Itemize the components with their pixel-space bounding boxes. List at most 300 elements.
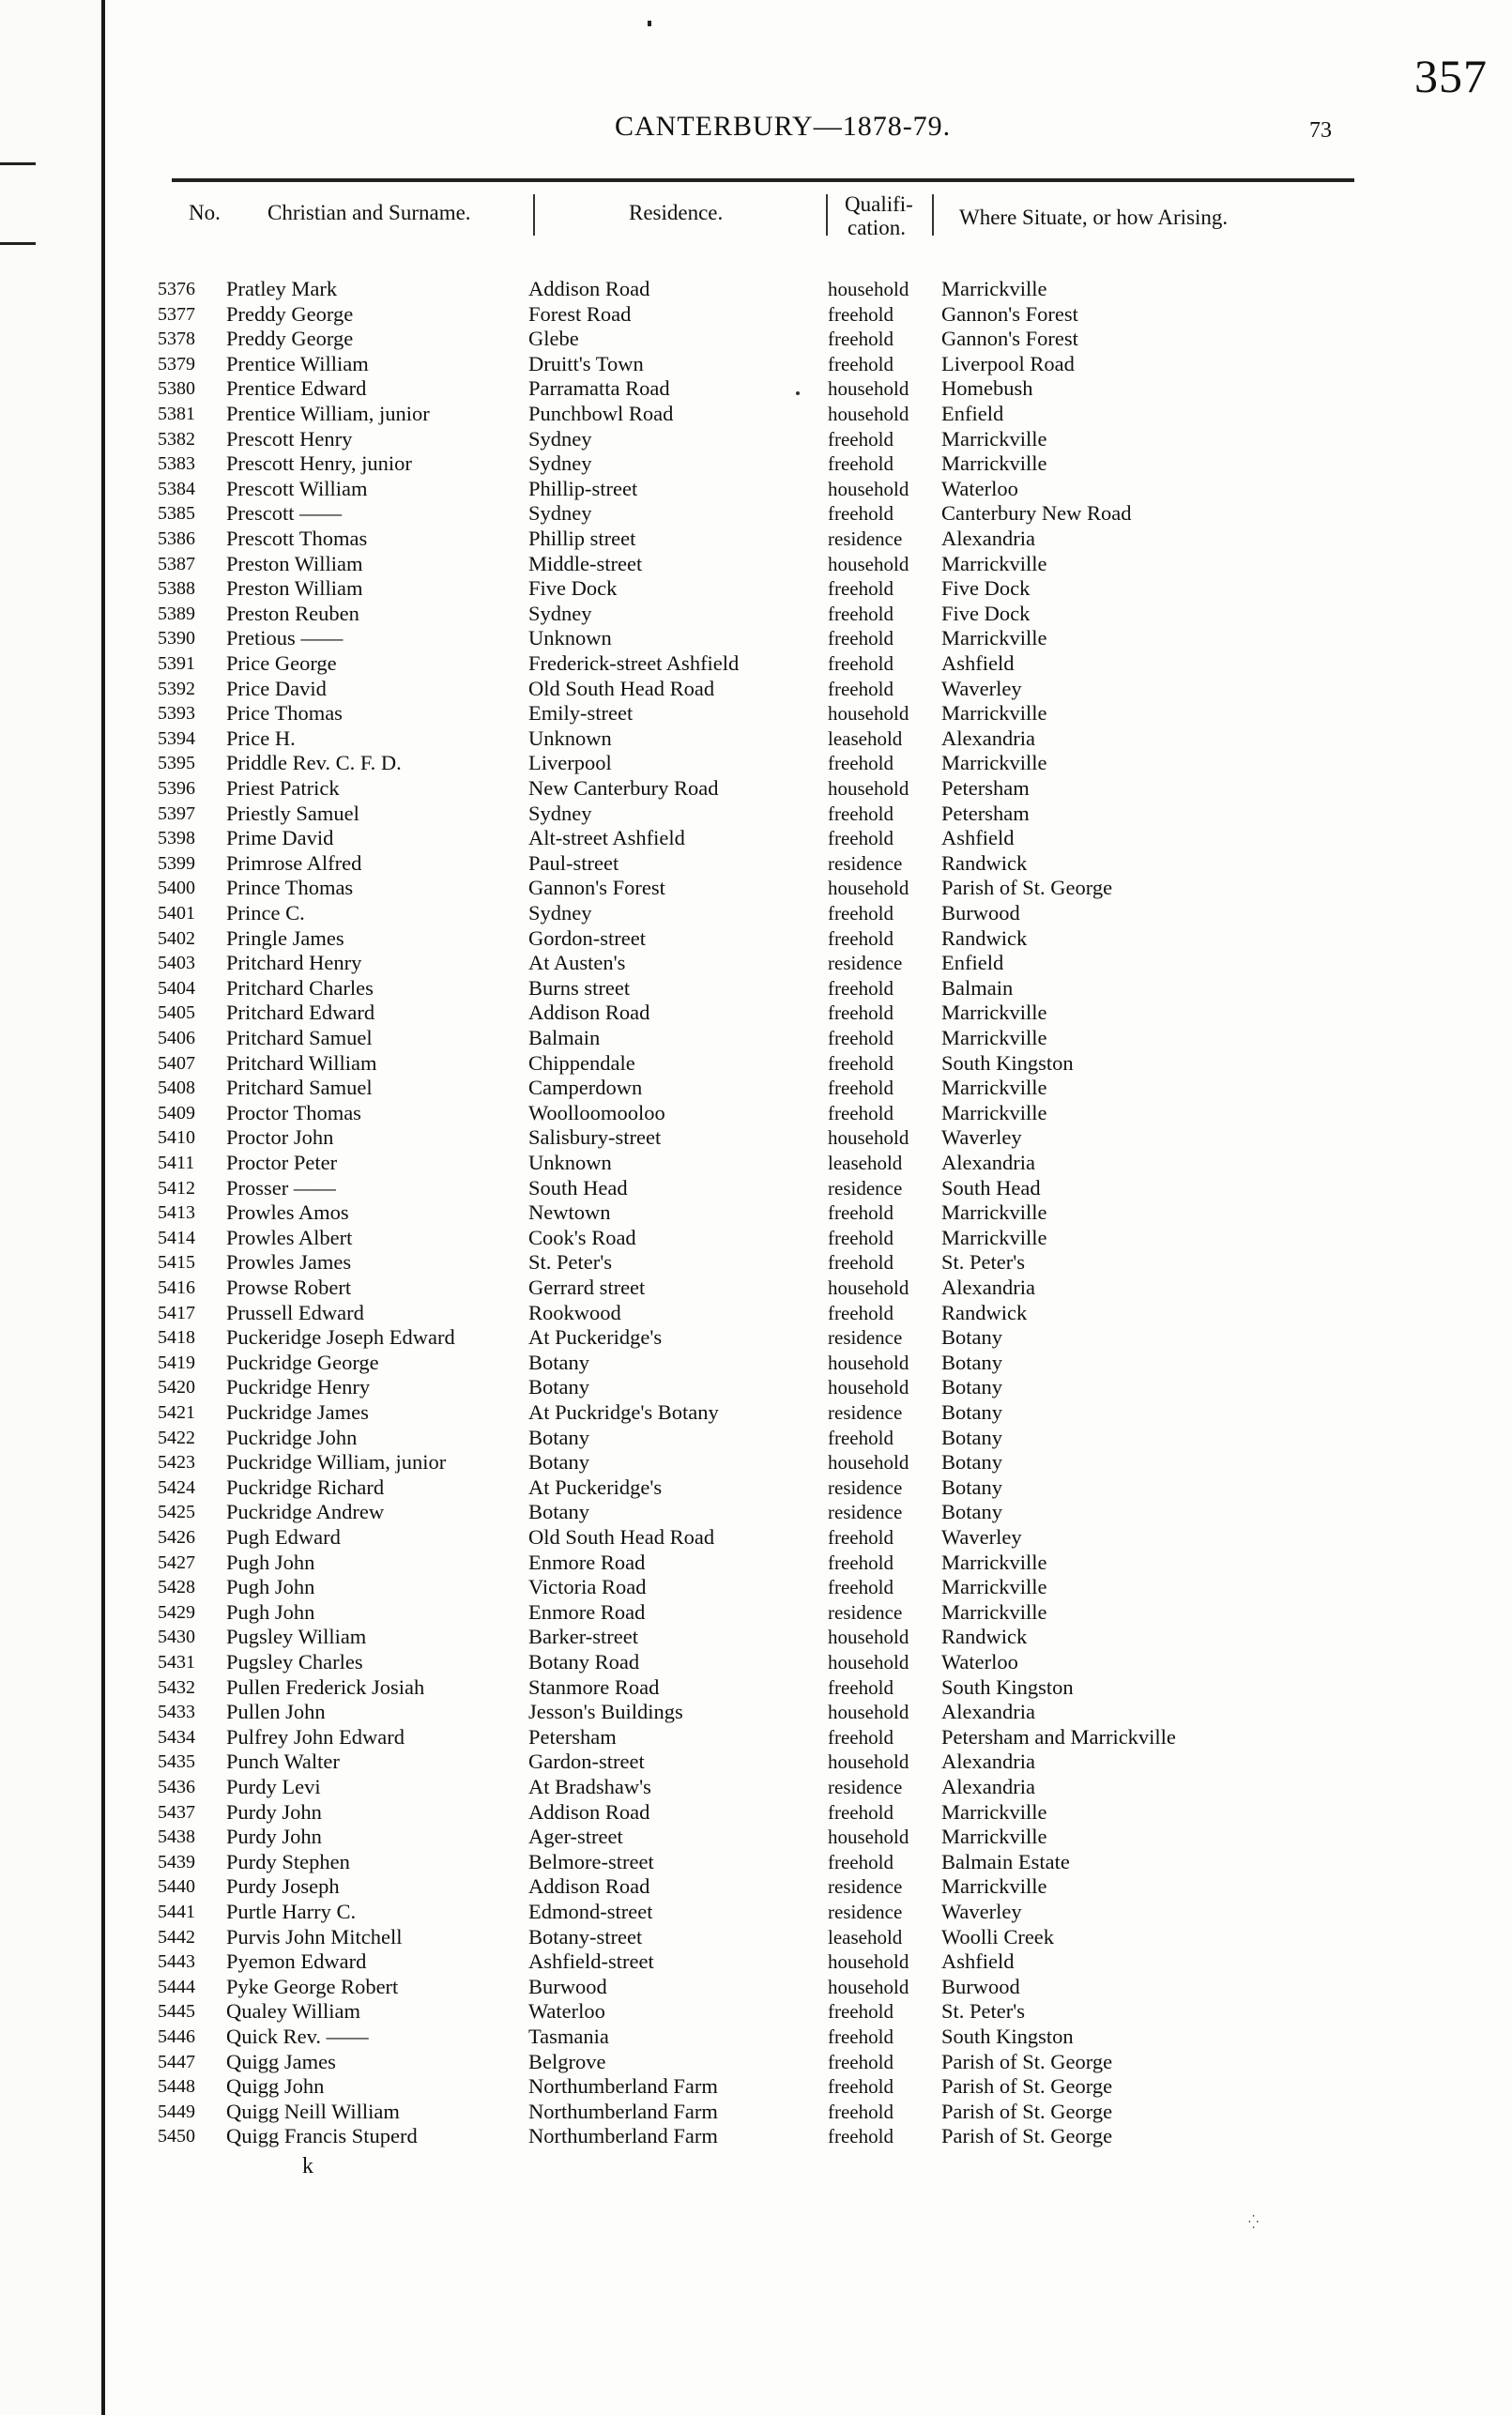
table-row	[0, 2025, 1512, 2049]
qualification: freehold	[828, 802, 893, 825]
table-row	[0, 576, 1512, 601]
entry-number: 5382	[158, 428, 195, 450]
residence: Sydney	[528, 501, 592, 526]
entry-number: 5447	[158, 2051, 195, 2072]
column-divider	[533, 194, 535, 236]
voter-name: Pugh Edward	[226, 1525, 341, 1549]
qualification: residence	[828, 527, 903, 550]
where-situate: Alexandria	[941, 726, 1035, 750]
entry-number: 5427	[158, 1551, 195, 1573]
residence: Gordon-street	[528, 925, 646, 950]
voter-name: Price H.	[226, 726, 296, 750]
table-row	[0, 302, 1512, 327]
table-row	[0, 876, 1512, 900]
where-situate: Marrickville	[941, 1026, 1047, 1049]
voter-name: Priest Patrick	[226, 776, 340, 800]
where-situate: Petersham	[941, 801, 1030, 825]
qualification: freehold	[828, 1101, 893, 1124]
where-situate: Marrickville	[941, 701, 1047, 726]
residence: At Puckeridge's	[528, 1475, 663, 1499]
qualification: freehold	[828, 1576, 893, 1599]
table-row	[0, 552, 1512, 576]
where-situate: South Kingston	[941, 1674, 1074, 1699]
residence: Alt-street Ashfield	[528, 826, 685, 850]
where-situate: Ashfield	[941, 826, 1015, 850]
where-situate: Gannon's Forest	[941, 301, 1078, 326]
table-row	[0, 951, 1512, 975]
table-row	[0, 1600, 1512, 1625]
voter-name: Prosser ——	[226, 1175, 336, 1200]
qualification: freehold	[828, 452, 893, 476]
entry-number: 5410	[158, 1127, 195, 1149]
entry-number: 5450	[158, 2126, 195, 2148]
entry-number: 5431	[158, 1652, 195, 1673]
residence: Cook's Road	[528, 1225, 636, 1249]
residence: Rookwood	[528, 1300, 621, 1324]
qualification: freehold	[828, 2000, 893, 2024]
residence: Glebe	[528, 327, 579, 351]
entry-number: 5393	[158, 703, 195, 725]
where-situate: Marrickville	[941, 451, 1047, 476]
residence: Botany	[528, 1350, 589, 1374]
where-situate: Ashfield	[941, 1949, 1015, 1974]
qualification: freehold	[828, 827, 893, 850]
table-row	[0, 1276, 1512, 1300]
voter-name: Prescott ——	[226, 501, 343, 526]
entry-number: 5398	[158, 828, 195, 849]
voter-name: Proctor Peter	[226, 1151, 338, 1174]
qualification: freehold	[828, 627, 893, 650]
where-situate: Waverley	[941, 676, 1022, 700]
entry-number: 5449	[158, 2101, 195, 2122]
where-situate: Botany	[941, 1325, 1002, 1350]
where-situate: Marrickville	[941, 1825, 1047, 1849]
qualification: household	[828, 1376, 909, 1399]
residence: At Austen's	[528, 951, 626, 975]
voter-name: Puckridge Andrew	[226, 1500, 385, 1524]
entry-number: 5423	[158, 1452, 195, 1474]
qualification: freehold	[828, 1251, 893, 1275]
entry-number: 5403	[158, 953, 195, 974]
voter-name: Prescott William	[226, 476, 368, 500]
qualification: freehold	[828, 1426, 893, 1449]
where-situate: Marrickville	[941, 1575, 1047, 1599]
voter-name: Pritchard Samuel	[226, 1026, 373, 1049]
where-situate: Marrickville	[941, 626, 1047, 650]
entry-number: 5383	[158, 453, 195, 475]
where-situate: Burwood	[941, 901, 1020, 925]
entry-number: 5415	[158, 1252, 195, 1274]
voter-name: Pyemon Edward	[226, 1949, 367, 1974]
qualification: household	[828, 1651, 909, 1674]
qualification: residence	[828, 1875, 903, 1899]
voter-name: Pritchard William	[226, 1050, 377, 1075]
voter-name: Pritchard Samuel	[226, 1076, 373, 1100]
residence: Unknown	[528, 626, 612, 650]
entry-number: 5421	[158, 1402, 195, 1423]
qualification: freehold	[828, 427, 893, 451]
table-row	[0, 1551, 1512, 1575]
qualification: freehold	[828, 577, 893, 601]
qualification: freehold	[828, 2025, 893, 2048]
qualification: household	[828, 1975, 909, 1998]
where-situate: Parish of St. George	[941, 2124, 1113, 2148]
qualification: residence	[828, 1776, 903, 1798]
table-row	[0, 1351, 1512, 1375]
qualification: household	[828, 477, 909, 500]
where-situate: Petersham	[941, 776, 1030, 800]
residence: Phillip street	[528, 527, 636, 550]
residence: Emily-street	[528, 701, 634, 726]
table-row	[0, 1725, 1512, 1750]
table-row	[0, 1026, 1512, 1050]
residence: Liverpool	[528, 751, 612, 775]
qualification: household	[828, 1826, 909, 1849]
qualification: freehold	[828, 2050, 893, 2073]
table-row	[0, 1325, 1512, 1350]
page-number-top: 357	[1414, 50, 1488, 102]
residence: Botany	[528, 1500, 589, 1524]
where-situate: Woolli Creek	[941, 1924, 1055, 1949]
table-row	[0, 726, 1512, 751]
entry-number: 5407	[158, 1052, 195, 1074]
residence: Gerrard street	[528, 1276, 646, 1299]
qualification: residence	[828, 1326, 903, 1350]
voter-name: Pritchard Edward	[226, 1001, 375, 1025]
where-situate: Petersham and Marrickville	[941, 1724, 1176, 1749]
voter-name: Punch Walter	[226, 1750, 340, 1774]
entry-number: 5441	[158, 1902, 195, 1922]
voter-name: Preddy George	[226, 301, 354, 326]
where-situate: Balmain	[941, 975, 1014, 1000]
voter-name: Price David	[226, 676, 327, 700]
residence: Ashfield-street	[528, 1949, 654, 1974]
residence: Old South Head Road	[528, 676, 715, 700]
entry-number: 5426	[158, 1527, 195, 1548]
qualification: freehold	[828, 352, 893, 375]
where-situate: Marrickville	[941, 1001, 1047, 1025]
qualification: freehold	[828, 1301, 893, 1324]
table-row	[0, 1500, 1512, 1524]
residence: Sydney	[528, 451, 592, 476]
qualification: freehold	[828, 902, 893, 925]
residence: Unknown	[528, 726, 612, 750]
residence: Enmore Road	[528, 1550, 646, 1574]
voter-name: Pulfrey John Edward	[226, 1724, 405, 1749]
residence: Botany Road	[528, 1650, 640, 1674]
voter-name: Prescott Thomas	[226, 527, 368, 550]
voter-name: Prentice William, junior	[226, 402, 430, 425]
residence: Botany	[528, 1375, 589, 1399]
voter-name: Prime David	[226, 826, 334, 850]
residence: Burwood	[528, 1974, 607, 1998]
residence: Jesson's Buildings	[528, 1700, 683, 1724]
voter-name: Priestly Samuel	[226, 801, 359, 825]
voter-name: Pullen Frederick Josiah	[226, 1674, 425, 1699]
voter-name: Prowles Amos	[226, 1200, 349, 1225]
where-situate: Botany	[941, 1425, 1002, 1449]
margin-tick	[0, 242, 36, 245]
voter-name: Pringle James	[226, 925, 344, 950]
residence: Phillip-street	[528, 476, 638, 500]
table-row	[0, 2124, 1512, 2148]
voter-name: Proctor Thomas	[226, 1100, 361, 1124]
entry-number: 5432	[158, 1676, 195, 1698]
qualification: household	[828, 403, 909, 425]
table-row	[0, 1975, 1512, 1999]
table-row	[0, 901, 1512, 925]
table-row	[0, 776, 1512, 801]
column-header-qualification-1: Qualifi-	[845, 192, 913, 216]
entry-number: 5399	[158, 852, 195, 874]
where-situate: Marrickville	[941, 1225, 1047, 1249]
where-situate: Burwood	[941, 1974, 1020, 1998]
voter-name: Prince C.	[226, 901, 305, 925]
table-row	[0, 751, 1512, 775]
voter-name: Proctor John	[226, 1125, 334, 1150]
table-row	[0, 2074, 1512, 2099]
qualification: freehold	[828, 328, 893, 351]
table-row	[0, 1001, 1512, 1025]
where-situate: Randwick	[941, 1625, 1028, 1649]
voter-name: Pugh John	[226, 1550, 315, 1574]
where-situate: South Kingston	[941, 1050, 1074, 1075]
qualification: freehold	[828, 1051, 893, 1075]
table-row	[0, 851, 1512, 876]
qualification: household	[828, 1451, 909, 1475]
where-situate: Marrickville	[941, 277, 1047, 300]
entry-number: 5392	[158, 678, 195, 699]
residence: At Puckridge's Botany	[528, 1400, 719, 1424]
table-row	[0, 1625, 1512, 1649]
entry-number: 5390	[158, 628, 195, 650]
column-divider	[826, 194, 828, 236]
margin-tick	[0, 162, 36, 165]
table-row	[0, 1450, 1512, 1475]
table-row	[0, 477, 1512, 501]
voter-name: Qualey William	[226, 1999, 361, 2024]
where-situate: Marrickville	[941, 751, 1047, 775]
where-situate: Botany	[941, 1375, 1002, 1399]
entry-number: 5433	[158, 1702, 195, 1723]
residence: Five Dock	[528, 576, 618, 601]
entry-number: 5424	[158, 1476, 195, 1498]
table-row	[0, 602, 1512, 626]
voter-name: Preston Reuben	[226, 601, 359, 625]
column-header-no: No.	[189, 201, 221, 224]
entry-number: 5408	[158, 1078, 195, 1099]
table-row	[0, 1874, 1512, 1899]
qualification: household	[828, 777, 909, 800]
residence: Unknown	[528, 1151, 612, 1174]
residence: Ager-street	[528, 1825, 623, 1849]
residence: Paul-street	[528, 850, 619, 875]
qualification: leasehold	[828, 726, 903, 750]
voter-name: Purdy Levi	[226, 1775, 321, 1798]
entry-number: 5378	[158, 329, 195, 350]
table-row	[0, 1800, 1512, 1825]
residence: At Puckeridge's	[528, 1325, 663, 1350]
where-situate: Waverley	[941, 1525, 1022, 1549]
voter-name: Pullen John	[226, 1700, 326, 1724]
voter-name: Purvis John Mitchell	[226, 1924, 403, 1949]
table-row	[0, 402, 1512, 426]
table-row	[0, 1850, 1512, 1874]
table-row	[0, 1200, 1512, 1225]
qualification: household	[828, 877, 909, 900]
where-situate: Alexandria	[941, 1151, 1035, 1174]
table-row	[0, 1675, 1512, 1700]
where-situate: Marrickville	[941, 551, 1047, 575]
table-row	[0, 677, 1512, 701]
table-row	[0, 1949, 1512, 1974]
residence: New Canterbury Road	[528, 776, 719, 800]
where-situate: Five Dock	[941, 601, 1031, 625]
qualification: residence	[828, 1475, 903, 1499]
table-row	[0, 651, 1512, 676]
qualification: household	[828, 1351, 909, 1374]
residence: Botany	[528, 1450, 589, 1475]
voter-name: Prescott Henry	[226, 426, 353, 451]
entry-number: 5419	[158, 1352, 195, 1373]
entry-number: 5395	[158, 753, 195, 774]
entry-number: 5440	[158, 1876, 195, 1898]
where-situate: Five Dock	[941, 576, 1031, 601]
entry-number: 5385	[158, 503, 195, 525]
voter-name: Puckridge Henry	[226, 1375, 371, 1399]
residence: Camperdown	[528, 1076, 643, 1100]
residence: Northumberland Farm	[528, 2099, 718, 2123]
entry-number: 5404	[158, 977, 195, 999]
voter-name: Purdy Stephen	[226, 1849, 350, 1873]
qualification: freehold	[828, 652, 893, 675]
residence: Addison Road	[528, 1799, 650, 1824]
paper-specks: ⁛	[1248, 2216, 1260, 2230]
where-situate: Parish of St. George	[941, 2099, 1113, 2123]
entry-number: 5384	[158, 478, 195, 499]
entry-number: 5420	[158, 1377, 195, 1399]
voter-name: Prowles James	[226, 1250, 352, 1275]
where-situate: St. Peter's	[941, 1999, 1026, 2024]
where-situate: Canterbury New Road	[941, 501, 1132, 526]
residence: Gannon's Forest	[528, 876, 665, 900]
voter-name: Pugh John	[226, 1599, 315, 1624]
voter-name: Prince Thomas	[226, 876, 354, 900]
where-situate: Botany	[941, 1500, 1002, 1524]
voter-name: Pyke George Robert	[226, 1974, 399, 1998]
residence: Druitt's Town	[528, 351, 644, 375]
qualification: residence	[828, 1176, 903, 1200]
where-situate: Balmain Estate	[941, 1849, 1070, 1873]
qualification: freehold	[828, 302, 893, 326]
entry-number: 5387	[158, 553, 195, 574]
voter-name: Prescott Henry, junior	[226, 451, 412, 476]
qualification: household	[828, 1701, 909, 1724]
residence: Northumberland Farm	[528, 2124, 718, 2148]
voter-name: Quigg James	[226, 2049, 336, 2073]
qualification: freehold	[828, 1725, 893, 1749]
entry-number: 5386	[158, 528, 195, 549]
entry-number: 5379	[158, 353, 195, 374]
qualification: leasehold	[828, 1925, 903, 1949]
qualification: freehold	[828, 1226, 893, 1249]
residence: Botany	[528, 1425, 589, 1449]
where-situate: Waverley	[941, 1900, 1022, 1923]
signature-mark: k	[302, 2154, 313, 2178]
residence: Edmond-street	[528, 1900, 653, 1923]
voter-name: Prussell Edward	[226, 1300, 364, 1324]
running-title: CANTERBURY—1878-79.	[615, 111, 952, 142]
print-dot	[648, 21, 651, 26]
residence: Petersham	[528, 1724, 617, 1749]
entry-number: 5411	[158, 1153, 195, 1173]
table-row	[0, 1076, 1512, 1100]
entry-number: 5401	[158, 903, 195, 924]
table-row	[0, 1575, 1512, 1599]
where-situate: Alexandria	[941, 1276, 1035, 1299]
entry-number: 5416	[158, 1277, 195, 1298]
table-row	[0, 527, 1512, 551]
entry-number: 5405	[158, 1002, 195, 1024]
qualification: freehold	[828, 1201, 893, 1225]
residence: At Bradshaw's	[528, 1775, 651, 1798]
voter-name: Purdy John	[226, 1799, 322, 1824]
entry-number: 5435	[158, 1751, 195, 1773]
column-divider	[932, 194, 934, 236]
residence: Botany-street	[528, 1924, 643, 1949]
entry-number: 5406	[158, 1028, 195, 1048]
where-situate: Waverley	[941, 1125, 1022, 1150]
entry-number: 5388	[158, 578, 195, 600]
qualification: freehold	[828, 677, 893, 700]
where-situate: Gannon's Forest	[941, 327, 1078, 351]
column-header-residence: Residence.	[629, 201, 724, 224]
table-row	[0, 1125, 1512, 1150]
voter-name: Preddy George	[226, 327, 354, 351]
qualification: freehold	[828, 752, 893, 775]
table-row	[0, 1825, 1512, 1849]
qualification: household	[828, 552, 909, 575]
voter-name: Pugsley William	[226, 1625, 367, 1649]
qualification: household	[828, 377, 909, 401]
qualification: leasehold	[828, 1152, 903, 1174]
residence: Barker-street	[528, 1625, 638, 1649]
where-situate: Marrickville	[941, 1100, 1047, 1124]
qualification: freehold	[828, 1526, 893, 1549]
entry-number: 5400	[158, 878, 195, 899]
table-row	[0, 451, 1512, 476]
where-situate: Marrickville	[941, 1076, 1047, 1100]
residence: Old South Head Road	[528, 1525, 715, 1549]
table-row	[0, 1151, 1512, 1175]
qualification: freehold	[828, 502, 893, 526]
table-row	[0, 1999, 1512, 2024]
qualification: freehold	[828, 2125, 893, 2148]
entry-number: 5402	[158, 927, 195, 949]
qualification: residence	[828, 952, 903, 975]
entry-number: 5409	[158, 1102, 195, 1123]
residence: Gardon-street	[528, 1750, 645, 1774]
where-situate: Botany	[941, 1400, 1002, 1424]
qualification: residence	[828, 1901, 903, 1923]
entry-number: 5376	[158, 279, 195, 299]
where-situate: Marrickville	[941, 1200, 1047, 1225]
where-situate: South Kingston	[941, 2025, 1074, 2048]
entry-number: 5442	[158, 1926, 195, 1948]
voter-name: Purdy Joseph	[226, 1874, 340, 1899]
residence: Belgrove	[528, 2049, 606, 2073]
voter-name: Puckridge William, junior	[226, 1450, 447, 1475]
